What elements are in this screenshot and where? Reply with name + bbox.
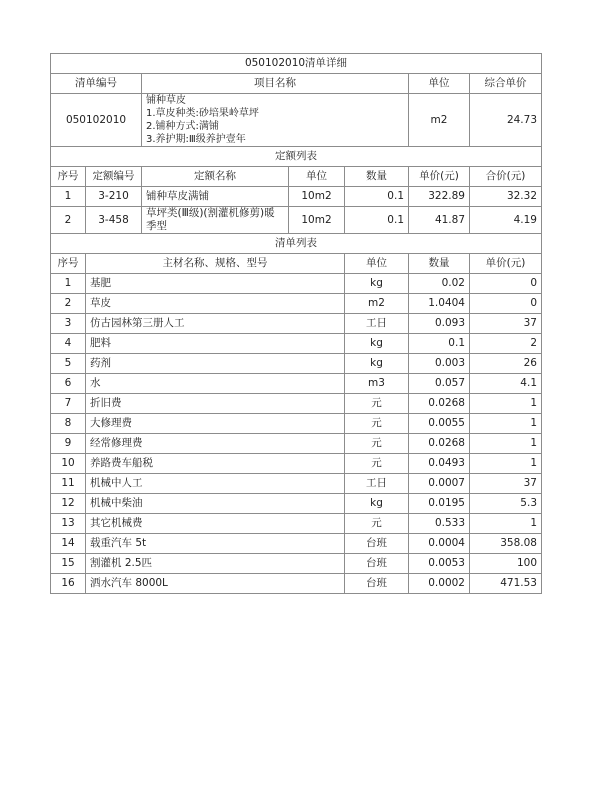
materials-row xyxy=(51,274,542,294)
item-header-row xyxy=(51,74,542,94)
quota-cell: 32.32 xyxy=(470,187,542,207)
quota-header-cell: 定额编号 xyxy=(86,167,142,187)
materials-cell: 工日 xyxy=(345,474,409,494)
quota-header-cell: 定额名称 xyxy=(142,167,289,187)
materials-cell: 机械中柴油 xyxy=(86,494,345,514)
materials-row xyxy=(51,494,542,514)
materials-section-row xyxy=(51,234,542,254)
materials-cell: 0.0002 xyxy=(409,574,470,594)
materials-row xyxy=(51,474,542,494)
materials-cell: 割灌机 2.5匹 xyxy=(86,554,345,574)
materials-cell: 0.093 xyxy=(409,314,470,334)
materials-cell: 机械中人工 xyxy=(86,474,345,494)
materials-cell: 其它机械费 xyxy=(86,514,345,534)
item-desc-line: 1.草皮种类:砂培果岭草坪 xyxy=(146,108,259,119)
quota-row xyxy=(51,207,542,234)
item-row xyxy=(51,94,542,147)
quota-cell: 10m2 xyxy=(289,187,345,207)
quota-cell: 2 xyxy=(51,207,86,234)
materials-cell: 11 xyxy=(51,474,86,494)
header-name: 项目名称 xyxy=(142,74,409,94)
materials-cell: 0.1 xyxy=(409,334,470,354)
materials-cell: 8 xyxy=(51,414,86,434)
quota-cell: 10m2 xyxy=(289,207,345,234)
quota-cell: 41.87 xyxy=(409,207,470,234)
materials-cell: 1 xyxy=(470,434,542,454)
materials-row xyxy=(51,454,542,474)
quota-header-cell: 单位 xyxy=(289,167,345,187)
materials-cell: 0 xyxy=(470,294,542,314)
materials-section-title: 清单列表 xyxy=(51,234,542,254)
materials-cell: 元 xyxy=(345,394,409,414)
quota-cell: 铺种草皮满铺 xyxy=(142,187,289,207)
materials-header-cell: 数量 xyxy=(409,254,470,274)
materials-cell: 4.1 xyxy=(470,374,542,394)
materials-row xyxy=(51,434,542,454)
materials-row xyxy=(51,514,542,534)
materials-cell: 16 xyxy=(51,574,86,594)
materials-cell: 洒水汽车 8000L xyxy=(86,574,345,594)
item-desc-line: 2.铺种方式:满铺 xyxy=(146,121,219,132)
materials-cell: 1 xyxy=(470,454,542,474)
materials-cell: 37 xyxy=(470,314,542,334)
materials-cell: 0.0195 xyxy=(409,494,470,514)
materials-cell: 0.02 xyxy=(409,274,470,294)
materials-cell: 基肥 xyxy=(86,274,345,294)
materials-cell: m2 xyxy=(345,294,409,314)
materials-cell: 0 xyxy=(470,274,542,294)
quota-header-cell: 单价(元) xyxy=(409,167,470,187)
materials-cell: kg xyxy=(345,494,409,514)
quota-section-row xyxy=(51,147,542,167)
materials-header-cell: 主材名称、规格、型号 xyxy=(86,254,345,274)
materials-header-row xyxy=(51,254,542,274)
materials-row xyxy=(51,414,542,434)
materials-cell: 6 xyxy=(51,374,86,394)
item-price: 24.73 xyxy=(470,94,542,147)
materials-cell: 12 xyxy=(51,494,86,514)
materials-cell: 26 xyxy=(470,354,542,374)
header-unit: 单位 xyxy=(409,74,470,94)
materials-cell: 0.003 xyxy=(409,354,470,374)
materials-cell: 0.057 xyxy=(409,374,470,394)
materials-cell: 水 xyxy=(86,374,345,394)
materials-cell: 9 xyxy=(51,434,86,454)
materials-cell: 大修理费 xyxy=(86,414,345,434)
item-code: 050102010 xyxy=(51,94,142,147)
materials-cell: 元 xyxy=(345,514,409,534)
materials-cell: 0.0053 xyxy=(409,554,470,574)
title-row xyxy=(51,54,542,74)
item-unit: m2 xyxy=(409,94,470,147)
materials-cell: 5 xyxy=(51,354,86,374)
quota-cell: 0.1 xyxy=(345,207,409,234)
item-desc-line: 铺种草皮 xyxy=(146,95,186,106)
materials-cell: 养路费车船税 xyxy=(86,454,345,474)
quota-cell: 1 xyxy=(51,187,86,207)
materials-header-cell: 单位 xyxy=(345,254,409,274)
materials-cell: 13 xyxy=(51,514,86,534)
header-price: 综合单价 xyxy=(470,74,542,94)
materials-header-cell: 单价(元) xyxy=(470,254,542,274)
quota-cell: 3-210 xyxy=(86,187,142,207)
materials-cell: 经常修理费 xyxy=(86,434,345,454)
table-title: 050102010清单详细 xyxy=(51,54,542,74)
materials-cell: 7 xyxy=(51,394,86,414)
materials-row xyxy=(51,314,542,334)
materials-cell: 仿古园林第三册人工 xyxy=(86,314,345,334)
materials-cell: 37 xyxy=(470,474,542,494)
materials-row xyxy=(51,554,542,574)
materials-cell: 折旧费 xyxy=(86,394,345,414)
materials-cell: 工日 xyxy=(345,314,409,334)
materials-cell: 元 xyxy=(345,454,409,474)
materials-cell: 元 xyxy=(345,414,409,434)
materials-cell: 358.08 xyxy=(470,534,542,554)
materials-cell: 2 xyxy=(470,334,542,354)
materials-row xyxy=(51,334,542,354)
item-description xyxy=(142,94,409,147)
materials-cell: 台班 xyxy=(345,554,409,574)
materials-cell: 载重汽车 5t xyxy=(86,534,345,554)
materials-row xyxy=(51,374,542,394)
materials-cell: 1 xyxy=(470,414,542,434)
materials-cell: 肥料 xyxy=(86,334,345,354)
quota-header-row xyxy=(51,167,542,187)
materials-cell: 15 xyxy=(51,554,86,574)
materials-header-cell: 序号 xyxy=(51,254,86,274)
materials-row xyxy=(51,534,542,554)
quota-row xyxy=(51,187,542,207)
materials-cell: 10 xyxy=(51,454,86,474)
materials-row xyxy=(51,574,542,594)
quota-header-cell: 序号 xyxy=(51,167,86,187)
materials-cell: 14 xyxy=(51,534,86,554)
materials-cell: 100 xyxy=(470,554,542,574)
materials-cell: 元 xyxy=(345,434,409,454)
materials-cell: 药剂 xyxy=(86,354,345,374)
quota-cell: 3-458 xyxy=(86,207,142,234)
quota-cell: 0.1 xyxy=(345,187,409,207)
materials-cell: 0.533 xyxy=(409,514,470,534)
materials-cell: 2 xyxy=(51,294,86,314)
materials-cell: 0.0007 xyxy=(409,474,470,494)
quota-cell: 322.89 xyxy=(409,187,470,207)
materials-cell: 台班 xyxy=(345,574,409,594)
materials-row xyxy=(51,354,542,374)
quota-header-cell: 合价(元) xyxy=(470,167,542,187)
materials-cell: 草皮 xyxy=(86,294,345,314)
materials-cell: 0.0493 xyxy=(409,454,470,474)
materials-body xyxy=(51,274,542,594)
materials-cell: kg xyxy=(345,354,409,374)
materials-cell: 4 xyxy=(51,334,86,354)
materials-cell: 0.0268 xyxy=(409,394,470,414)
materials-cell: 1 xyxy=(470,514,542,534)
materials-row xyxy=(51,394,542,414)
quota-header-cell: 数量 xyxy=(345,167,409,187)
materials-cell: kg xyxy=(345,274,409,294)
materials-cell: 471.53 xyxy=(470,574,542,594)
materials-cell: 1.0404 xyxy=(409,294,470,314)
materials-cell: m3 xyxy=(345,374,409,394)
materials-cell: kg xyxy=(345,334,409,354)
quota-cell: 4.19 xyxy=(470,207,542,234)
materials-cell: 1 xyxy=(51,274,86,294)
quota-section-title: 定额列表 xyxy=(51,147,542,167)
header-code: 清单编号 xyxy=(51,74,142,94)
bill-detail-table xyxy=(50,53,542,594)
materials-cell: 台班 xyxy=(345,534,409,554)
materials-cell: 5.3 xyxy=(470,494,542,514)
item-desc-line: 3.养护期:Ⅲ级养护壹年 xyxy=(146,134,246,145)
materials-cell: 1 xyxy=(470,394,542,414)
quota-cell: 草坪类(Ⅲ级)(割灌机修剪)暖季型 xyxy=(142,207,289,234)
materials-cell: 0.0268 xyxy=(409,434,470,454)
materials-cell: 0.0055 xyxy=(409,414,470,434)
materials-cell: 3 xyxy=(51,314,86,334)
materials-row xyxy=(51,294,542,314)
materials-cell: 0.0004 xyxy=(409,534,470,554)
